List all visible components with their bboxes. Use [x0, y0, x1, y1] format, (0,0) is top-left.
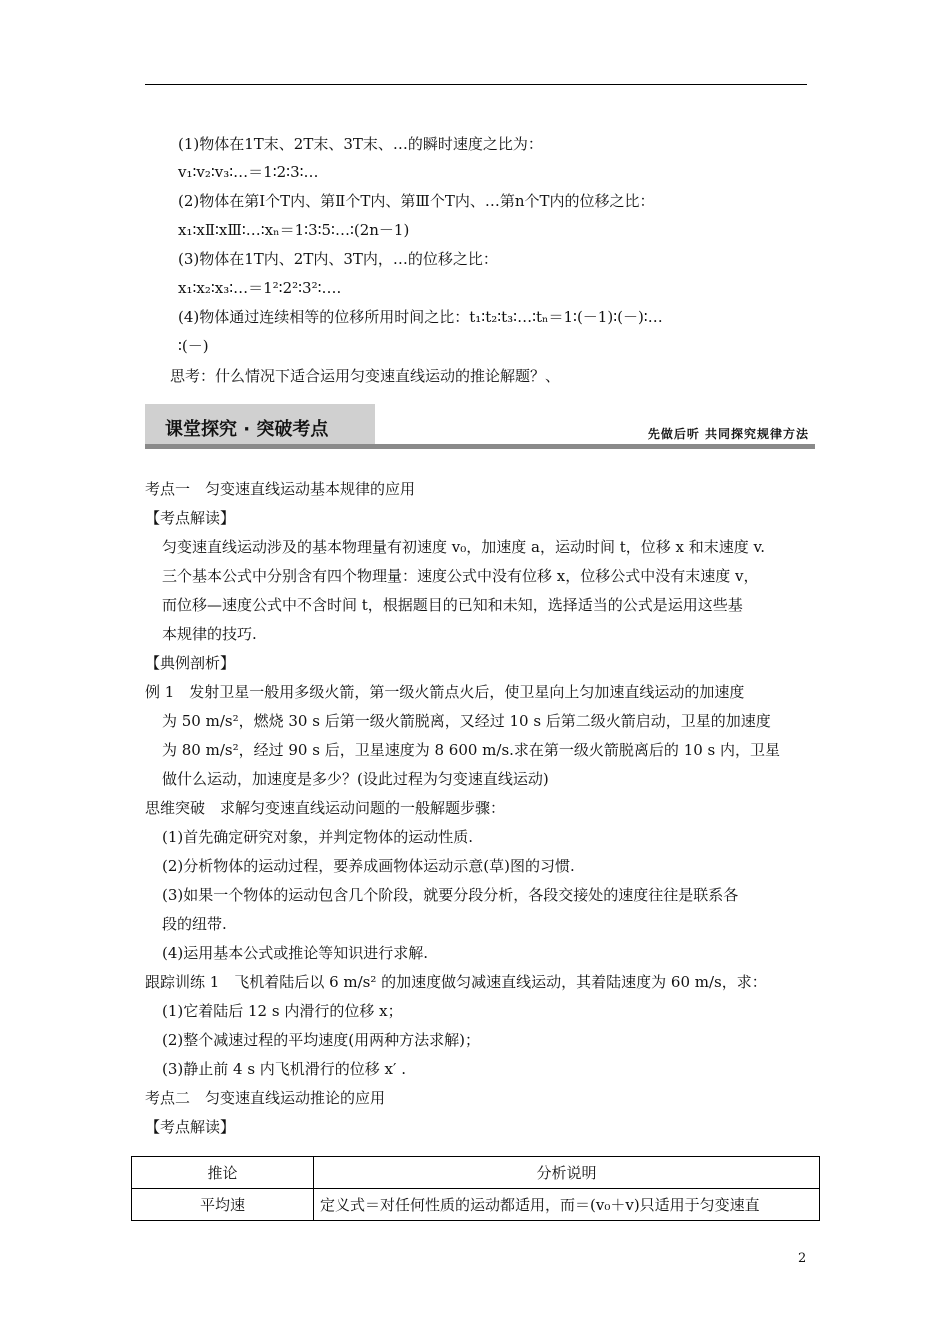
step-4: (4)运用基本公式或推论等知识进行求解. — [162, 944, 429, 962]
header-rule — [145, 84, 807, 85]
think-question: 思考：什么情况下适合运用匀变速直线运动的推论解题？、 — [170, 367, 561, 385]
ratio-item-4: (4)物体通过连续相等的位移所用时间之比：t₁∶t₂∶t₃∶…∶tₙ＝1∶(－1)∶(－)∶… — [178, 308, 663, 326]
example-1-line-2: 为 50 m/s²，燃烧 30 s 后第一级火箭脱离，又经过 10 s 后第二级火箭启动，卫星的加速度 — [162, 712, 771, 730]
exercise-q3: (3)静止前 4 s 内飞机滑行的位移 x′ . — [162, 1060, 406, 1078]
thinking-breakthrough: 思维突破 求解匀变速直线运动问题的一般解题步骤： — [145, 799, 506, 817]
ratio-formula-3: x₁∶x₂∶x₃∶…＝1²∶2²∶3²∶…. — [178, 279, 342, 297]
step-2: (2)分析物体的运动过程，要养成画物体运动示意(草)图的习惯. — [162, 857, 575, 875]
topic-1-heading: 考点一 匀变速直线运动基本规律的应用 — [145, 480, 416, 498]
table-header-analysis: 分析说明 — [314, 1157, 820, 1189]
table-row — [132, 1189, 820, 1221]
page-number: 2 — [798, 1251, 807, 1266]
table-cell-analysis: 定义式＝对任何性质的运动都适用，而＝(v₀＋v)只适用于匀变速直 — [314, 1189, 820, 1221]
topic-2-interpretation-label: 【考点解读】 — [145, 1118, 236, 1136]
ratio-item-1: (1)物体在1T末、2T末、3T末、…的瞬时速度之比为： — [178, 135, 543, 153]
follow-up-exercise: 跟踪训练 1 飞机着陆后以 6 m/s² 的加速度做匀减速直线运动，其着陆速度为 60 m/s，求： — [145, 973, 767, 991]
interpretation-line-2: 三个基本公式中分别含有四个物理量：速度公式中没有位移 x，位移公式中没有末速度 v， — [162, 567, 759, 585]
interpretation-line-4: 本规律的技巧. — [162, 625, 257, 643]
exercise-q1: (1)它着陆后 12 s 内滑行的位移 x； — [162, 1002, 403, 1020]
ratio-item-3: (3)物体在1T内、2T内、3T内，…的位移之比： — [178, 250, 498, 268]
topic-2-heading: 考点二 匀变速直线运动推论的应用 — [145, 1089, 386, 1107]
banner-title: 课堂探究 · 突破考点 — [165, 419, 329, 440]
step-3: (3)如果一个物体的运动包含几个阶段，就要分段分析，各段交接处的速度往往是联系各 — [162, 886, 739, 904]
step-1: (1)首先确定研究对象，并判定物体的运动性质. — [162, 828, 474, 846]
inference-table — [131, 1156, 820, 1221]
example-1-line-3: 为 80 m/s²，经过 90 s 后，卫星速度为 8 600 m/s.求在第一级火箭脱离后的 10 s 内，卫星 — [162, 741, 781, 759]
table-cell-inference: 平均速 — [132, 1189, 314, 1221]
banner-bar — [145, 444, 815, 449]
banner-subtitle: 先做后听 共同探究规律方法 — [647, 427, 809, 441]
table-header-row — [132, 1157, 820, 1189]
example-1-line-4: 做什么运动，加速度是多少？(设此过程为匀变速直线运动) — [162, 770, 549, 788]
example-1-line-1: 例 1 发射卫星一般用多级火箭，第一级火箭点火后，使卫星向上匀加速直线运动的加速度 — [145, 683, 745, 701]
ratio-item-2: (2)物体在第Ⅰ个T内、第Ⅱ个T内、第Ⅲ个T内、…第n个T内的位移之比： — [178, 192, 655, 210]
exercise-q2: (2)整个减速过程的平均速度(用两种方法求解)； — [162, 1031, 480, 1049]
ratio-item-4-cont: ∶(－) — [178, 337, 209, 355]
example-analysis-label: 【典例剖析】 — [145, 654, 236, 672]
step-3-cont: 段的纽带. — [162, 915, 227, 933]
interpretation-line-3: 而位移—速度公式中不含时间 t，根据题目的已知和未知，选择适当的公式是运用这些基 — [162, 596, 743, 614]
ratio-formula-1: v₁∶v₂∶v₃∶…＝1∶2∶3∶… — [178, 163, 319, 181]
ratio-formula-2: x₁∶xⅡ∶xⅢ∶…∶xₙ＝1∶3∶5∶…∶(2n－1) — [178, 221, 410, 239]
table-header-inference: 推论 — [132, 1157, 314, 1189]
section-banner — [145, 404, 815, 450]
topic-interpretation-label: 【考点解读】 — [145, 509, 236, 527]
interpretation-line-1: 匀变速直线运动涉及的基本物理量有初速度 v₀，加速度 a，运动时间 t，位移 x 和末速度 v. — [162, 538, 765, 556]
